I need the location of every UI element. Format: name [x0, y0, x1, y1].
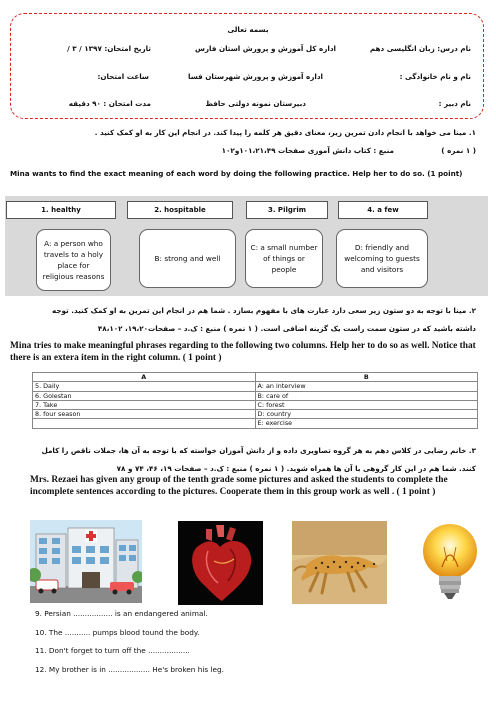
subject-label: نام درس: زبان انگلیسی دهم — [369, 44, 471, 53]
exam-date: تاریخ امتحان: ۱۳۹۷ / ۳ / — [67, 44, 151, 53]
word-box-healthy: 1. healthy — [6, 201, 116, 219]
q2-persian-instruction: ۲. مینا با توجه به دو ستون زیر سعی دارد عبارت های با مفهوم بسازد . شما هم در انجام این تمرین به او کمک کنید. توجه — [51, 306, 476, 315]
q1-source: منبع : کتاب دانش آموزی صفحات ۱۰۱،۲۱،۴۹و۱۰۲ — [221, 146, 394, 155]
col-a-item — [33, 419, 256, 428]
q1-persian-instruction: ۱. مینا می خواهد با انجام دادن تمرین زیر، معنای دقیق هر کلمه را پیدا کند. در انجام این کار به او کمک کنید . — [94, 128, 476, 137]
col-b-item: E: exercise — [255, 419, 478, 428]
col-a-item: 8. four season — [33, 410, 256, 419]
col-b-item: D: country — [255, 410, 478, 419]
word-box-hospitable: 2. hospitable — [127, 201, 233, 219]
definition-a: A: a person who travels to a holy place for religious reasons — [36, 229, 111, 291]
light-bulb-picture — [414, 521, 486, 605]
school-name: دبیرستان نمونه دولتی حافظ — [205, 99, 306, 108]
col-b-item: A: an interview — [255, 382, 478, 391]
definition-b: B: strong and well — [139, 229, 236, 288]
org-province: اداره کل آموزش و پرورش استان فارس — [194, 44, 336, 53]
cheetah-picture — [292, 521, 387, 604]
definition-c: C: a small number of things or people — [245, 229, 323, 288]
table-row — [33, 419, 478, 428]
col-b-item: B: care of — [255, 391, 478, 400]
exam-time-label: ساعت امتحان: — [97, 72, 149, 81]
col-a-item: 6. Golestan — [33, 391, 256, 400]
table-row — [33, 410, 478, 419]
col-a-item: 5. Daily — [33, 382, 256, 391]
table-row — [33, 382, 478, 391]
q2-english-instruction: Mina tries to make meaningful phrases regarding to the following two columns. Help her to do so as well. Notice that there is an extera item in the right column. ( 1 point ) — [10, 341, 476, 363]
q2-persian-note: داشته باشید که در ستون سمت راست یک گزینه اضافی است. ( ۱ نمره ) منبع : ک.د – صفحات۱۹،۲۰، ۴۸،۱۰۲ — [97, 324, 476, 333]
column-a-header: A — [33, 373, 256, 382]
hospital-picture — [30, 520, 142, 603]
sentence-10: 10. The ........... pumps blood tound the body. — [35, 628, 200, 637]
table-row — [33, 391, 478, 400]
word-box-a-few: 4. a few — [338, 201, 428, 219]
sentence-11: 11. Don't forget to turn off the .................. — [35, 646, 190, 655]
student-name-label: نام و نام خانوادگی : — [399, 72, 471, 81]
heart-picture — [178, 521, 263, 605]
matching-table — [32, 372, 478, 429]
q1-score: ( ۱ نمره ) — [441, 146, 476, 155]
sentence-12: 12. My brother is in .................. He's broken his leg. — [35, 665, 224, 674]
col-a-item: 7. Take — [33, 400, 256, 409]
q3-english-instruction: Mrs. Rezaei has given any group of the tenth grade some pictures and asked the students to complete the incomplete sentences according to the pictures. Cooperate them in this group work as well . ( 1 point ) — [30, 475, 448, 497]
column-b-header: B — [255, 373, 478, 382]
q1-english-instruction: Mina wants to find the exact meaning of each word by doing the following practice. Help her to do so. (1 point) — [10, 169, 463, 178]
definition-d: D: friendly and welcoming to guests and visitors — [336, 229, 428, 288]
org-city: اداره آموزش و پرورش شهرستان فسا — [188, 72, 323, 81]
sentence-9: 9. Persian ................. is an endangered animal. — [35, 609, 208, 618]
teacher-label: نام دبیر : — [438, 99, 471, 108]
col-b-item: C: forest — [255, 400, 478, 409]
basmala: بسمه تعالی — [227, 25, 269, 34]
table-row — [33, 400, 478, 409]
q3-persian-instruction: ۳. خانم رضایی در کلاس دهم به هر گروه تصاویری داده و از دانش آموزان خواسته که با توجه به آن ها، جملات ناقص را کامل — [41, 446, 476, 455]
q3-persian-note: کنند. شما هم در این کار گروهی با آن ها همراه شوید. ( ۱ نمره ) منبع : ک.د – صفحات ۱۹، ۴۶، ۷۴ و ۷۸ — [116, 464, 476, 473]
word-box-pilgrim: 3. Pilgrim — [246, 201, 328, 219]
exam-duration: مدت امتحان : ۹۰ دقیقه — [68, 99, 151, 108]
